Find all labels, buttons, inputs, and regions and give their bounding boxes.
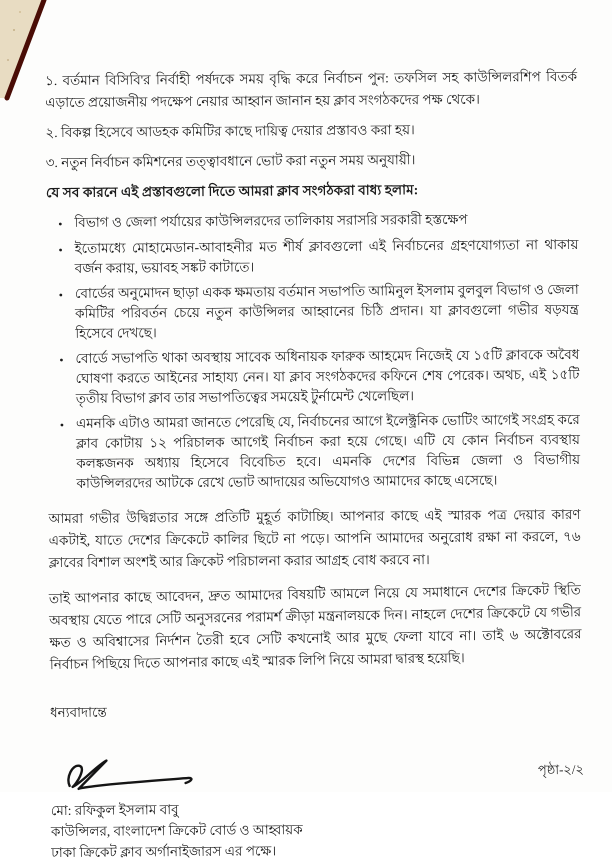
list-item: [58, 235, 578, 279]
bullet-text: বিভাগ ও জেলা পর্যায়ের কাউন্সিলরদের তালিকায় সরাসরি সরকারী হস্তক্ষেপ: [74, 211, 468, 230]
paragraph-appeal: তাই আপনার কাছে আবেদন, দ্রুত আমাদের বিষয়টি আমলে নিয়ে যে সমাধানে দেশের ক্রিকেট স্থিতি অবস্থায় যেতে পারে সেটি অনুসরনের পরামর্শ ক্রীড়া মন্ত্রনালয়কে দিন। নাহলে দেশের ক্রিকেটে যে গভীর ক্ষত ও অবিশ্বাসের নির্দশন তৈরী হবে সেটি কখনোই আর মুছে ফেলা যাবে না। তাই ৬ অক্টোবরের নির্বাচন পিছিয়ে দিতে আপনার কাছে এই স্মারক লিপি নিয়ে আমরা দ্বারস্থ হয়েছি।: [48, 582, 582, 673]
bullet-text: ইতোমধ্যে মোহামেডান-আবাহনীর মত শীর্ষ ক্লাবগুলো এই নির্বাচনের গ্রহণযোগ্যতা না থাকায় বর্জন করায়, ভয়াবহ সঙ্কট কাটাতে।: [74, 236, 579, 276]
paragraph-concern: আমরা গভীর উদ্বিগ্নতার সঙ্গে প্রতিটি মুহূর্ত কাটাচ্ছি। আপনার কাছে এই স্মারক পত্র দেয়ার কারণ একটাই, যাতে দেশের ক্রিকেটে কালির ছিটে না পড়ে। আপনি আমাদের অনুরোধ রক্ষা না করলে, ৭৬ ক্লাবের বিশাল অংশই আর ক্রিকেট পরিচালনা করার আগ্রহ বোধ করবে না।: [48, 506, 581, 571]
bullet-icon: •: [58, 242, 63, 257]
bullet-text: বোর্ডের অনুমোদন ছাড়া একক ক্ষমতায় বর্তমান সভাপতি আমিনুল ইসলাম বুলবুল বিভাগ ও জেলা কমিটির পরিবর্তন চেয়ে নতুন কাউন্সিলর আহ্বানের চিঠি প্রদান। যা ক্লাবগুলো গভীর ষড়যন্ত্র হিসেবে দেখছে।: [74, 281, 579, 341]
page-number: পৃষ্ঠা-২/২: [537, 761, 585, 778]
signatory-title-line1: কাউন্সিলর, বাংলাদেশ ক্রিকেট বোর্ড ও আহ্বায়ক: [50, 822, 303, 840]
numbered-point-2: ২. বিকল্প হিসেবে আডহক কমিটির কাছে দায়িত্ব দেয়ার প্রস্তাবও করা হয়।: [45, 122, 415, 141]
closing-salutation: ধন্যবাদান্তে: [49, 704, 107, 721]
section-heading: যে সব কারনে এই প্রস্তাবগুলো দিতে আমরা ক্লাব সংগঠকরা বাধ্য হলাম:: [45, 182, 419, 201]
bullet-text: এমনকি এটাও আমরা জানতে পেরেছি যে, নির্বাচনের আগে ইলেক্ট্রনিক ভোটিং আগেই সংগ্রহ করে ক্লাব কোটায় ১২ পরিচালক আগেই নির্বাচন করা হয়ে গেছে। এটি যে কোন নির্বাচন ব্যবস্থায় কলঙ্কজনক অধ্যায় হিসেবে বিবেচিত হবে। এমনকি দেশের বিভিন্ন জেলা ও বিভাগীয় কাউন্সিলরদের আটকে রেখে ভোট আদায়ের অভিযোগও আমাদের কাছে এসেছে।: [75, 411, 581, 491]
list-item: [59, 280, 579, 344]
signatory-block: [51, 796, 583, 863]
bullet-icon: •: [58, 287, 64, 302]
bullet-text: বোর্ডে সভাপতি থাকা অবস্থায় সাবেক অধিনায়ক ফারুক আহমেদ নিজেই যে ১৫টি ক্লাবকে অবৈধ ঘোষণা করতে আইনের সাহায্য নেন। যা ক্লাব সংগঠকদের কফিনে শেষ পেরেক। অথচ, এই ১৫টি তৃতীয় বিভাগ ক্লাব তার সভাপতিত্বের সময়েই টুর্নামেন্ট খেলেছিল।: [75, 346, 580, 406]
signatory-title-line2: ঢাকা ক্রিকেট ক্লাব অর্গানাইজারস এর পক্ষে।: [51, 843, 277, 861]
paper-speckle: [19, 11, 21, 13]
bullet-icon: •: [59, 352, 64, 367]
list-item: [60, 410, 581, 494]
handwritten-signature: [62, 754, 585, 798]
grievance-list: [46, 209, 580, 494]
numbered-point-1: ১. বর্তমান বিসিবি'র নির্বাহী পর্ষদকে সময় বৃদ্ধি করে নির্বাচন পুন: তফসিল সহ কাউন্সিলরশিপ বিতর্ক এড়াতে প্রয়োজনীয় পদক্ষেপ নেয়ার আহ্বান জানান হয় ক্লাব সংগঠকদের পক্ষ থেকে।: [45, 68, 578, 111]
paper-speckle: [13, 29, 15, 31]
list-item: [59, 345, 579, 409]
letter-body: [45, 66, 583, 863]
bullet-icon: •: [59, 417, 65, 432]
bullet-icon: •: [58, 216, 63, 231]
signatory-name: মো: রফিকুল ইসলাম বাবু: [50, 802, 179, 819]
signature-stroke: [68, 760, 191, 789]
numbered-point-3: ৩. নতুন নির্বাচন কমিশনের তত্ত্বাবধানে ভোট করা নতুন সময় অনুযায়ী।: [45, 152, 416, 171]
paper-speckle: [7, 59, 9, 61]
list-item: [58, 209, 578, 234]
